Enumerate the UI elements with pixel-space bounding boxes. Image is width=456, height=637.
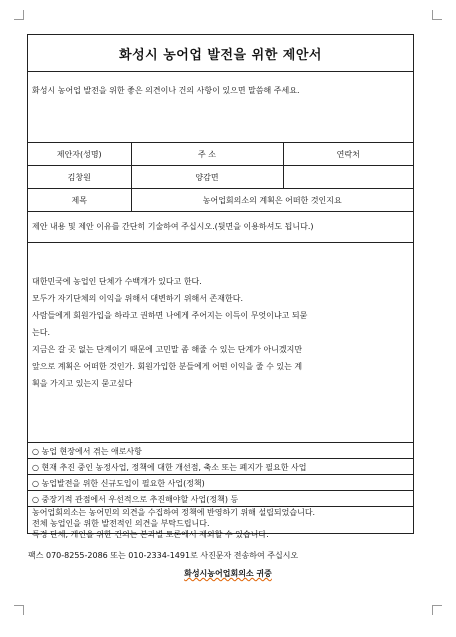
crop-mark-bottom-left bbox=[14, 605, 24, 615]
contact-value[interactable] bbox=[283, 166, 413, 189]
content-line: 지금은 갈 곳 없는 단계이기 때문에 고민말 좀 해줄 수 있는 단계가 아니겠지만 bbox=[32, 345, 303, 354]
info-table bbox=[28, 143, 413, 212]
proposer-value[interactable]: 김창원 bbox=[28, 166, 131, 189]
bullet-item bbox=[28, 475, 413, 491]
instruction-text: 제안 내용 및 제안 이유를 간단히 기술하여 주십시오.(뒷면을 이용하셔도 됩니다.) bbox=[32, 222, 314, 231]
address-header: 주 소 bbox=[131, 143, 283, 166]
crop-mark-bottom-right bbox=[432, 605, 442, 615]
footer-note: 농어업회의소는 농어민의 의견을 수집하여 정책에 반영하기 위해 설립되었습니다. bbox=[32, 508, 316, 517]
intro-row bbox=[28, 72, 413, 143]
bullet-item bbox=[28, 491, 413, 507]
bullet-item bbox=[28, 443, 413, 459]
crop-mark-top-right bbox=[432, 10, 442, 20]
bullet-text: ○ 농업 현장에서 겪는 애로사항 bbox=[32, 447, 142, 456]
form-title: 화성시 농어업 발전을 위한 제안서 bbox=[119, 47, 322, 63]
proposal-form bbox=[27, 34, 414, 539]
signature-line bbox=[0, 568, 456, 579]
title-row bbox=[28, 35, 413, 72]
subject-value[interactable]: 농어업회의소의 계획은 어떠한 것인지요 bbox=[131, 189, 413, 212]
bullet-item bbox=[28, 459, 413, 475]
footer-notes bbox=[28, 507, 413, 539]
table-value-row bbox=[28, 166, 413, 189]
content-line: 사람들에게 회원가입을 하라고 권하면 나에게 주어지는 이득이 무엇이냐고 되묻 bbox=[32, 311, 308, 320]
content-line: 는다. bbox=[32, 328, 50, 337]
content-line: 모두가 자기단체의 이익을 위해서 대변하기 위해서 존재한다. bbox=[32, 294, 243, 303]
bullet-text: ○ 현재 추진 중인 농정사업, 정책에 대한 개선점, 축소 또는 폐지가 필요한 사업 bbox=[32, 463, 307, 472]
instruction-row bbox=[28, 212, 413, 243]
bullet-text: ○ 중장기적 관점에서 우선적으로 추진해야할 사업(정책) 등 bbox=[32, 495, 239, 504]
content-line: 앞으로 계획은 어떠한 것인가. 회원가입한 분들에게 어떤 이익을 줄 수 있는 계 bbox=[32, 362, 303, 371]
footer-note: 전체 농업인을 위한 발전적인 의견을 부탁드립니다. bbox=[32, 519, 210, 528]
table-header-row bbox=[28, 143, 413, 166]
signature-text: 화성시농어업회의소 귀중 bbox=[184, 569, 272, 578]
proposer-header: 제안자(성명) bbox=[28, 143, 131, 166]
fax-instruction: 팩스 070-8255-2086 또는 010-2334-1491로 사진문자 전송하여 주십시오 bbox=[28, 551, 299, 560]
intro-text: 화성시 농어업 발전을 위한 좋은 의견이나 건의 사항이 있으면 말씀해 주세요. bbox=[32, 86, 300, 95]
content-area[interactable] bbox=[28, 243, 413, 443]
subject-row bbox=[28, 189, 413, 212]
crop-mark-top-left bbox=[14, 10, 24, 20]
content-line: 획을 가지고 있는지 묻고싶다 bbox=[32, 379, 133, 388]
address-value[interactable]: 양감면 bbox=[131, 166, 283, 189]
subject-label: 제목 bbox=[28, 189, 131, 212]
content-line: 대한민국에 농업인 단체가 수백개가 있다고 한다. bbox=[32, 277, 202, 286]
footer-note: 특정 단체, 개인을 위한 건의는 본과별 토론에서 제외할 수 있습니다. bbox=[32, 530, 269, 539]
bullet-text: ○ 농업발전을 위한 신규도입이 필요한 사업(정책) bbox=[32, 479, 205, 488]
contact-header: 연락처 bbox=[283, 143, 413, 166]
